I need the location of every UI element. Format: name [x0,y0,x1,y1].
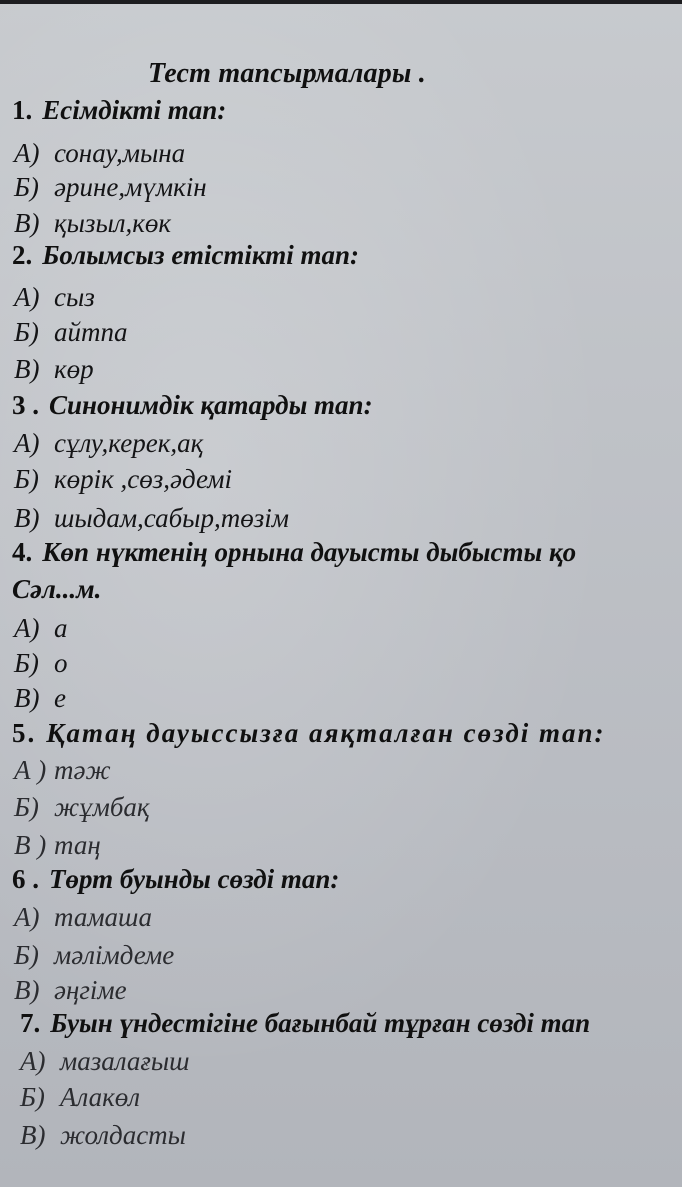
option-letter: А ) [14,755,47,785]
question-1 [12,95,226,126]
option-text: шыдам,сабыр,төзім [54,503,289,533]
question-1-option-b [14,172,207,203]
option-letter: А) [14,902,40,932]
question-4-example-text: Сәл...м. [12,574,102,604]
question-7 [20,1008,590,1039]
option-letter: В) [14,683,40,713]
question-4-text: Көп нүктенің орнына дауысты дыбысты қо [42,537,577,567]
option-text: көр [54,354,94,384]
option-text: сұлу,керек,ақ [54,428,204,458]
question-3-text: Синонимдік қатарды тап: [49,390,373,420]
question-6-option-c [14,975,127,1006]
question-5-number: 5. [12,718,37,748]
question-7-text: Буын үндестігіне бағынбай тұрған сөзді тап [50,1008,591,1038]
option-letter: В) [14,208,40,238]
option-text: тамаша [54,902,152,932]
option-text: а [54,613,68,643]
option-text: көрік ,сөз,әдемі [54,464,233,494]
question-6-option-b [14,940,174,971]
option-text: о [54,648,68,678]
option-letter: Б) [14,464,39,494]
option-text: әңгіме [54,975,127,1005]
option-letter: А) [14,613,40,643]
question-3-option-b [14,464,232,495]
option-letter: Б) [14,940,39,970]
question-4-number: 4. [12,537,33,567]
option-text: тәж [54,755,111,785]
page-title: Тест тапсырмалары . [148,58,426,89]
question-7-number: 7. [20,1008,41,1038]
question-7-option-a [20,1046,190,1077]
option-text: таң [54,830,101,860]
option-letter: А) [14,428,40,458]
top-edge [0,0,682,4]
option-letter: Б) [14,792,39,822]
question-2-option-a [14,282,95,313]
question-5-option-c [14,830,101,861]
question-7-option-b [20,1082,140,1113]
option-letter: Б) [20,1082,45,1112]
question-6-option-a [14,902,152,933]
option-letter: Б) [14,317,39,347]
question-4-option-a [14,613,68,644]
option-text: айтпа [54,317,128,347]
question-4-option-b [14,648,68,679]
question-5-text: Қатаң дауыссызға аяқталған сөзді тап: [46,718,606,748]
question-4-option-c [14,683,66,714]
question-1-number: 1. [12,95,33,125]
question-3 [12,390,373,421]
option-text: жолдасты [60,1120,186,1150]
option-letter: В) [14,975,40,1005]
option-letter: А) [14,138,40,168]
option-text: Алакөл [60,1082,140,1112]
option-text: сонау,мына [54,138,186,168]
option-letter: В ) [14,830,47,860]
question-4-example [12,574,101,605]
question-1-option-c [14,208,171,239]
option-letter: В) [20,1120,46,1150]
option-text: мәлімдеме [54,940,175,970]
question-3-option-a [14,428,203,459]
question-3-option-c [14,503,289,534]
option-text: е [54,683,66,713]
question-2-option-b [14,317,128,348]
option-letter: В) [14,354,40,384]
option-text: қызыл,көк [54,208,172,238]
option-letter: Б) [14,172,39,202]
question-1-option-a [14,138,185,169]
option-letter: А) [14,282,40,312]
question-2-text: Болымсыз етістікті тап: [42,240,360,270]
question-2-option-c [14,354,94,385]
question-2-number: 2. [12,240,33,270]
option-text: мазалағыш [60,1046,190,1076]
option-text: жұмбақ [54,792,150,822]
question-1-text: Есімдікті тап: [42,95,227,125]
question-5-option-a [14,755,111,786]
option-text: әрине,мүмкін [54,172,207,202]
question-5-option-b [14,792,150,823]
option-letter: Б) [14,648,39,678]
option-letter: В) [14,503,40,533]
question-2 [12,240,359,271]
question-7-option-c [20,1120,186,1151]
question-4 [12,537,576,568]
question-6-number: 6 . [12,864,39,894]
question-5 [12,718,606,749]
option-text: сыз [54,282,95,312]
question-6 [12,864,339,895]
question-3-number: 3 . [12,390,39,420]
question-6-text: Төрт буынды сөзді тап: [49,864,340,894]
option-letter: А) [20,1046,46,1076]
